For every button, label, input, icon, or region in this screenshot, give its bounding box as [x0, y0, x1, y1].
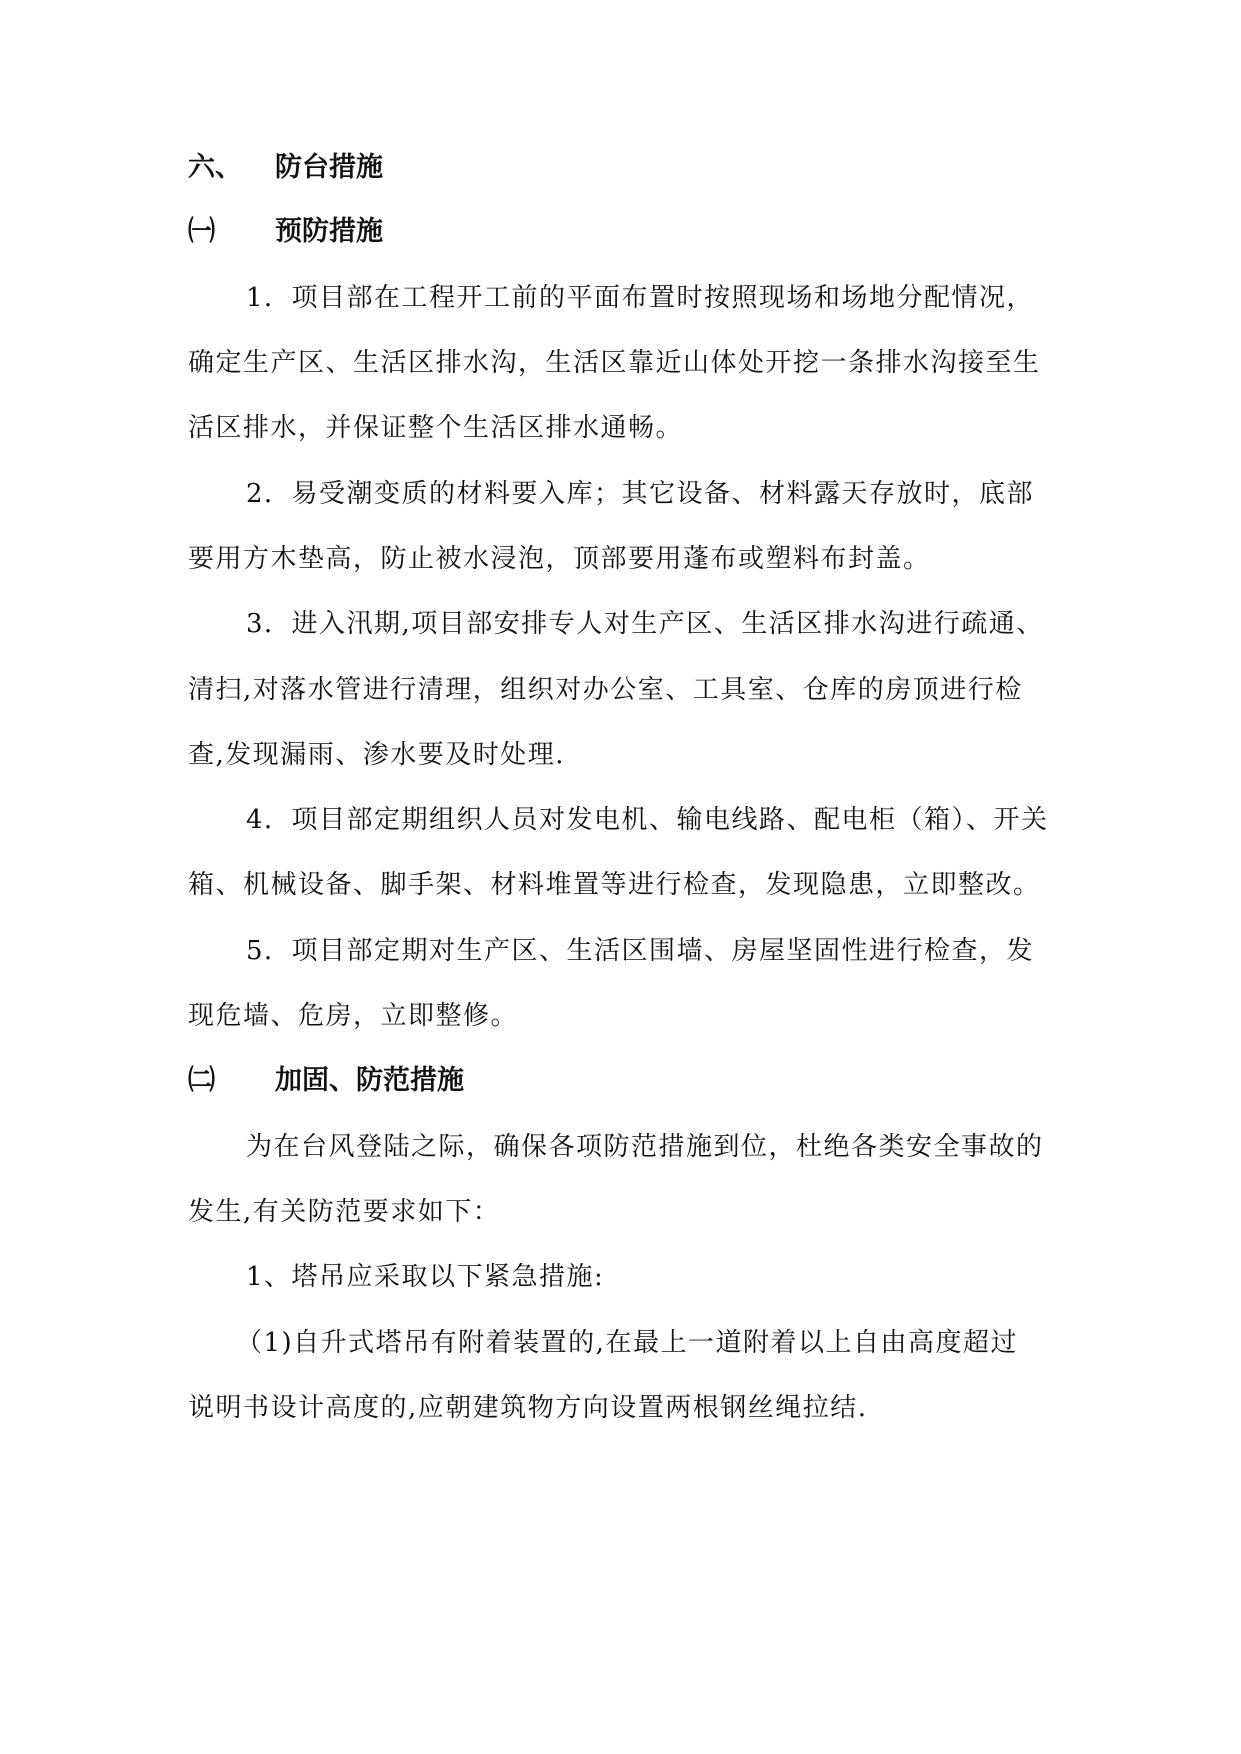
subsection-heading-1 [188, 214, 383, 250]
paragraph-line: 为在台风登陆之际，确保各项防范措施到位，杜绝各类安全事故的 [246, 1132, 1044, 1162]
paragraph-line: 要用方木垫高，防止被水浸泡，顶部要用蓬布或塑料布封盖。 [188, 544, 931, 574]
paragraph-line: 活区排水，并保证整个生活区排水通畅。 [188, 413, 684, 443]
section-heading [188, 150, 383, 186]
subsection-title-2: 加固、防范措施 [275, 1065, 464, 1096]
paragraph-line: 4．项目部定期组织人员对发电机、输电线路、配电柜（箱）、开关 [246, 805, 1049, 835]
paragraph-line: 发生,有关防范要求如下： [188, 1197, 501, 1227]
subsection-number-2: ㈡ [188, 1065, 215, 1096]
section-title: 防台措施 [275, 152, 383, 183]
paragraph-line: 2．易受潮变质的材料要入库；其它设备、材料露天存放时，底部 [246, 479, 1035, 509]
section-number: 六、 [188, 152, 242, 183]
paragraph-line: 确定生产区、生活区排水沟，生活区靠近山体处开挖一条排水沟接至生 [188, 348, 1041, 378]
subsection-title-1: 预防措施 [275, 216, 383, 247]
subsection-number-1: ㈠ [188, 216, 215, 247]
paragraph-line: 查,发现漏雨、渗水要及时处理. [188, 740, 566, 770]
paragraph-line: 3．进入汛期,项目部安排专人对生产区、生活区排水沟进行疏通、 [246, 609, 1044, 639]
paragraph-line: 箱、机械设备、脚手架、材料堆置等进行检查，发现隐患，立即整改。 [188, 870, 1041, 900]
paragraph-line: 现危墙、危房，立即整修。 [188, 1001, 519, 1031]
paragraph-line: 1、塔吊应采取以下紧急措施: [246, 1262, 605, 1292]
paragraph-line: 清扫,对落水管进行清理，组织对办公室、工具室、仓库的房顶进行检 [188, 675, 1023, 705]
paragraph-line: （1)自升式塔吊有附着装置的,在最上一道附着以上自由高度超过 [236, 1328, 1018, 1358]
subsection-heading-2 [188, 1063, 464, 1099]
paragraph-line: 1．项目部在工程开工前的平面布置时按照现场和场地分配情况， [246, 283, 1035, 313]
paragraph-line: 5．项目部定期对生产区、生活区围墙、房屋坚固性进行检查，发 [246, 936, 1035, 966]
paragraph-line: 说明书设计高度的,应朝建筑物方向设置两根钢丝绳拉结. [188, 1393, 868, 1423]
